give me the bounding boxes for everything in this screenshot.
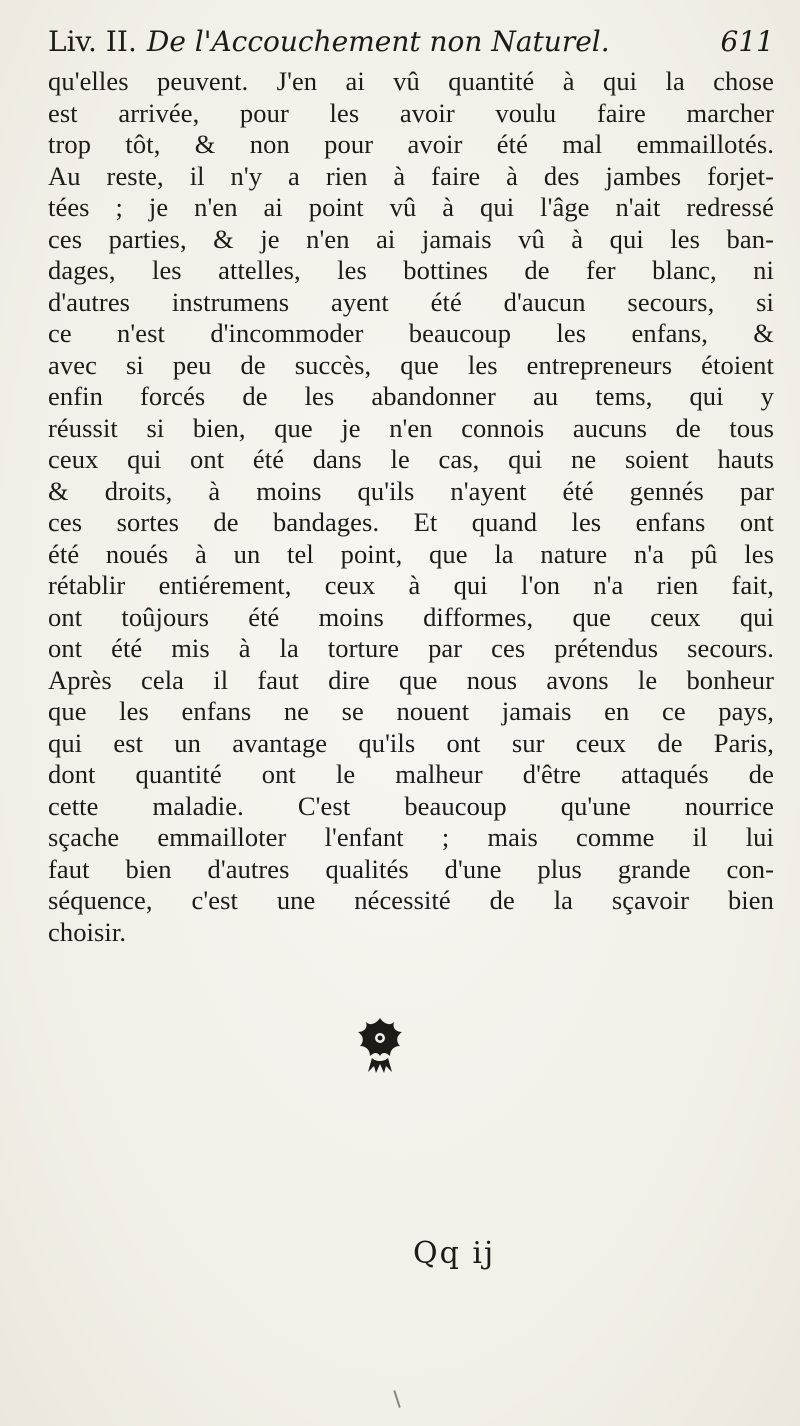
text-line: dages, les attelles, les bottines de fer blanc, ni <box>48 255 774 285</box>
text-line: ce n'est d'incommoder beaucoup les enfans, & <box>48 318 774 348</box>
text-line: qu'elles peuvent. J'en ai vû quantité à qui la chose <box>48 66 774 96</box>
main-paragraph <box>48 66 774 948</box>
text-line: sçache emmailloter l'enfant ; mais comme il lui <box>48 822 774 852</box>
printer-ornament-icon <box>352 1016 408 1074</box>
text-line: rétablir entiérement, ceux à qui l'on n'a rien fait, <box>48 570 774 600</box>
text-line: est arrivée, pour les avoir voulu faire marcher <box>48 97 774 128</box>
text-line: Après cela il faut dire que nous avons le bonheur <box>48 664 774 695</box>
text-line: dont quantité ont le malheur d'être attaqués de <box>48 759 774 789</box>
text-line: trop tôt, & non pour avoir été mal emmaillotés. <box>48 129 774 159</box>
text-line: cette maladie. C'est beaucoup qu'une nourrice <box>48 790 774 821</box>
text-line: faut bien d'autres qualités d'une plus grande con- <box>48 853 774 884</box>
text-line: ceux qui ont été dans le cas, qui ne soient hauts <box>48 444 774 474</box>
text-line: réussit si bien, que je n'en connois aucuns de tous <box>48 412 774 443</box>
page-number: 611 <box>720 25 774 58</box>
text-line-last: choisir. <box>48 916 127 947</box>
text-line: Au reste, il n'y a rien à faire à des jambes forjet- <box>48 160 774 191</box>
running-header <box>48 20 774 64</box>
text-line: ont été mis à la torture par ces prétendus secours. <box>48 633 774 663</box>
header-left-group <box>48 20 610 64</box>
text-line: que les enfans ne se nouent jamais en ce pays, <box>48 696 774 726</box>
signature-mark: Qq ij <box>413 1236 496 1271</box>
text-line: d'autres instrumens ayent été d'aucun secours, si <box>48 286 774 317</box>
text-line: tées ; je n'en ai point vû à qui l'âge n'ait redressé <box>48 192 774 222</box>
text-line: été noués à un tel point, que la nature n'a pû les <box>48 538 774 569</box>
book-number: Liv. II. <box>48 25 137 58</box>
text-line: ces sortes de bandages. Et quand les enfans ont <box>48 507 774 537</box>
text-line: avec si peu de succès, que les entrepreneurs étoient <box>48 349 774 380</box>
chapter-title: De l'Accouchement non Naturel. <box>146 25 610 58</box>
text-line: qui est un avantage qu'ils ont sur ceux de Paris, <box>48 727 774 758</box>
margin-stroke <box>393 1390 400 1408</box>
text-line: ces parties, & je n'en ai jamais vû à qui les ban- <box>48 223 774 254</box>
text-line: ont toûjours été moins difformes, que ceux qui <box>48 601 774 632</box>
text-line: séquence, c'est une nécessité de la sçavoir bien <box>48 885 774 915</box>
text-line: & droits, à moins qu'ils n'ayent été gennés par <box>48 475 774 506</box>
text-line: enfin forcés de les abandonner au tems, qui y <box>48 381 774 411</box>
